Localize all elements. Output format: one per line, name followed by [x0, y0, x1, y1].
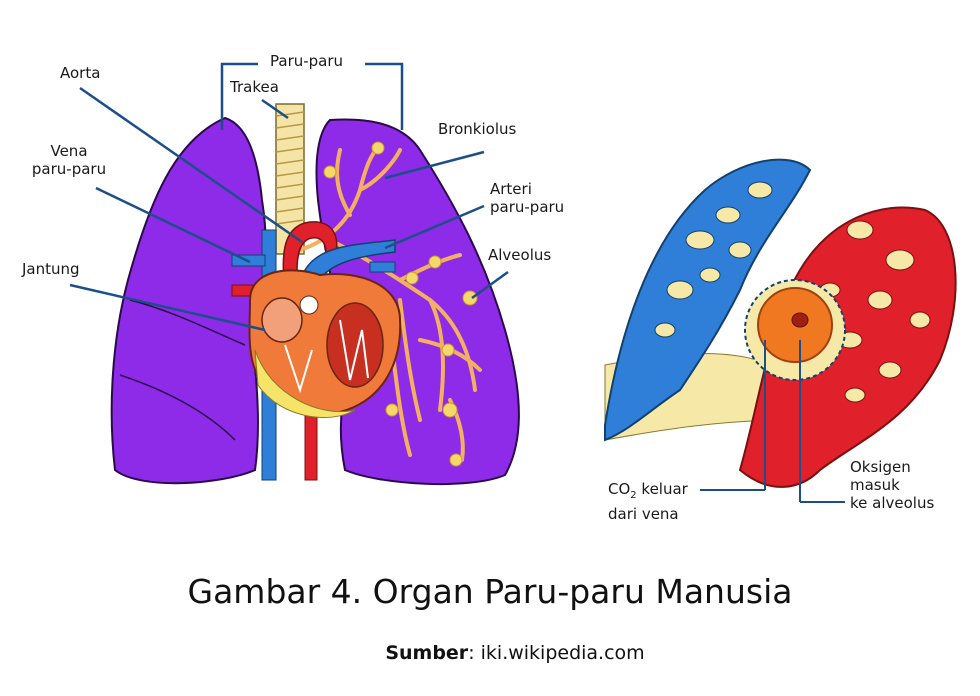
label-co2	[608, 480, 688, 523]
label-jantung: Jantung	[22, 260, 80, 278]
label-co2-rest: keluar	[636, 480, 688, 498]
label-arteri-paru-paru	[490, 180, 564, 216]
label-aorta: Aorta	[60, 64, 101, 82]
label-oksigen-line1: Oksigen	[850, 458, 911, 476]
label-trakea: Trakea	[230, 78, 279, 96]
label-arteri-line2: paru-paru	[490, 198, 565, 216]
figure-caption: Gambar 4. Organ Paru-paru Manusia	[187, 572, 793, 611]
label-vena-line2: paru-paru	[31, 160, 107, 178]
label-vena-paru-paru	[24, 142, 114, 178]
label-co2-line2: dari vena	[608, 505, 679, 523]
label-oksigen	[850, 458, 934, 512]
label-arteri-line1: Arteri	[490, 180, 532, 198]
label-alveolus: Alveolus	[488, 246, 552, 264]
label-oksigen-line3: ke alveolus	[850, 494, 935, 512]
source-label: Sumber	[385, 642, 469, 664]
source-value: : iki.wikipedia.com	[468, 642, 645, 664]
label-vena-line1: Vena	[50, 142, 88, 160]
label-co2-text: CO	[608, 480, 631, 498]
figure-source	[0, 642, 980, 664]
label-co2-sub: 2	[630, 490, 637, 501]
lung-bracket	[222, 64, 402, 130]
label-paru-paru: Paru-paru	[270, 52, 344, 70]
label-bronkiolus: Bronkiolus	[438, 120, 517, 138]
label-oksigen-line2: masuk	[850, 476, 900, 494]
